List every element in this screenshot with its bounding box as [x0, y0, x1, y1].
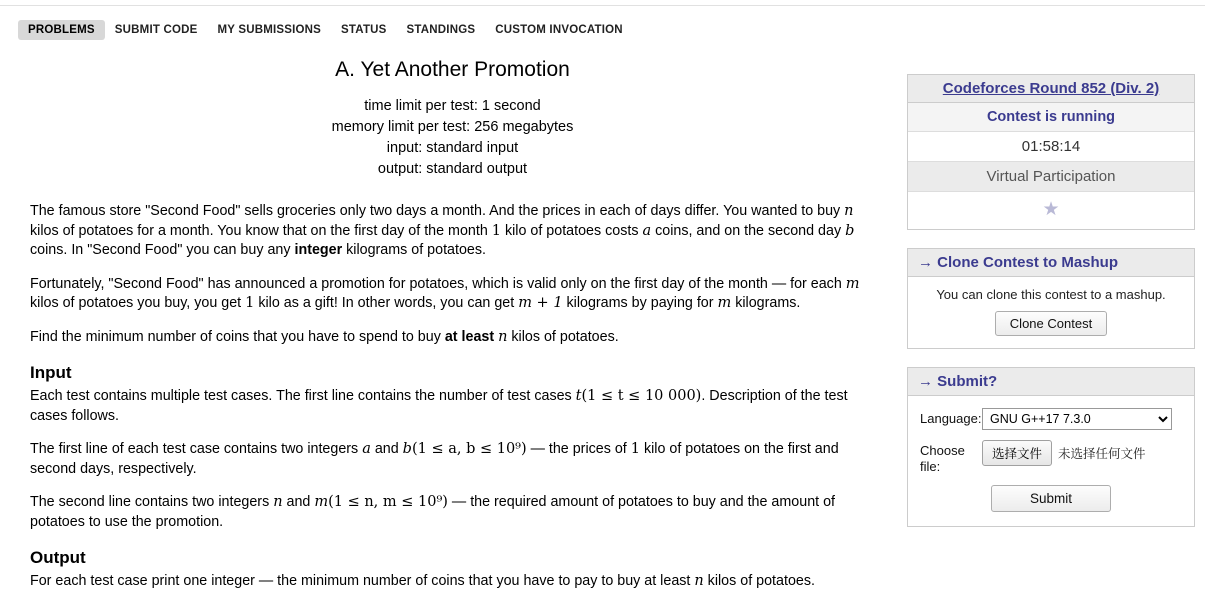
clone-contest-body	[908, 277, 1194, 348]
text-fragment: The second line contains two integers	[30, 494, 274, 510]
emphasis-integer: integer	[294, 242, 343, 258]
text-fragment: Find the minimum number of coins that you have to spend to buy	[30, 328, 445, 345]
text-fragment: and	[370, 441, 403, 457]
contest-navbar	[0, 6, 1205, 40]
statement-paragraph-3	[10, 328, 895, 348]
math-n: n	[498, 328, 508, 345]
nav-item-custom-invocation[interactable]: CUSTOM INVOCATION	[495, 24, 623, 36]
choose-file-button[interactable]: 选择文件	[982, 440, 1052, 466]
file-row	[920, 440, 1182, 475]
input-paragraph-1	[10, 387, 895, 426]
text-fragment: kilo of potatoes costs	[501, 222, 643, 239]
section-heading-input: Input	[30, 363, 72, 382]
math-m: m	[314, 494, 329, 510]
submit-button-wrap	[920, 485, 1182, 512]
contest-title[interactable]	[908, 75, 1194, 103]
section-heading-output: Output	[30, 548, 86, 567]
text-fragment: Each test contains multiple test cases. The first line contains the number of test cases	[30, 388, 576, 404]
math-one: 1	[630, 441, 640, 457]
text-fragment: — the prices of	[526, 441, 631, 457]
math-m: m	[845, 275, 860, 292]
math-m-plus-1: m + 1	[518, 295, 563, 311]
math-n: n	[273, 494, 283, 510]
virtual-participation-label[interactable]: Virtual Participation	[908, 162, 1194, 192]
nav-item-submit-code[interactable]: SUBMIT CODE	[114, 24, 198, 36]
contest-box	[907, 74, 1195, 230]
math-range-t: (1 ≤ t ≤ 10 000)	[581, 388, 702, 404]
text-fragment: Fortunately, "Second Food" has announced a promotion for potatoes, which is valid only on the first day of the month — for each	[30, 275, 846, 292]
emphasis-at-least: at least	[444, 328, 499, 345]
math-m: m	[717, 295, 732, 311]
text-fragment: — the required amount of potatoes to buy and the amount of potatoes to use the promotion.	[30, 494, 836, 530]
text-fragment: kilo of potatoes on the first and second days, respectively.	[30, 441, 839, 477]
text-fragment: . Description of the test cases follows.	[30, 388, 848, 424]
text-fragment: and	[282, 494, 315, 510]
math-a: a	[362, 441, 371, 457]
problem-statement-column	[0, 40, 895, 606]
math-range-ab: (1 ≤ a, b ≤ 10⁹)	[411, 441, 527, 457]
clone-contest-box	[907, 248, 1195, 349]
time-limit: time limit per test: 1 second	[364, 98, 541, 114]
text-fragment: coins. In "Second Food" you can buy any	[30, 242, 295, 258]
math-t: t	[575, 388, 582, 404]
nav-item-status[interactable]: STATUS	[341, 24, 387, 36]
text-fragment: kilos of potatoes you buy, you get	[30, 295, 246, 311]
submit-form	[908, 396, 1194, 526]
math-n: n	[844, 203, 854, 219]
statement-paragraph-1	[10, 202, 895, 261]
choose-file-label: Choose file:	[920, 443, 965, 474]
contest-title-link[interactable]: Codeforces Round 852 (Div. 2)	[942, 80, 1160, 97]
page-layout	[0, 40, 1205, 606]
text-fragment: kilos of potatoes.	[507, 328, 619, 345]
math-one: 1	[245, 295, 255, 311]
math-one: 1	[491, 222, 501, 239]
input-paragraph-3	[10, 493, 895, 532]
output-spec: output: standard output	[377, 161, 528, 177]
sidebar	[907, 74, 1195, 545]
favourite-row	[908, 192, 1194, 229]
problem-limits	[10, 96, 895, 180]
text-fragment: kilos of potatoes.	[703, 573, 815, 589]
problem-body	[10, 202, 895, 592]
statement-paragraph-2	[10, 275, 895, 314]
math-a: a	[642, 222, 652, 239]
contest-status: Contest is running	[908, 103, 1194, 132]
memory-limit: memory limit per test: 256 megabytes	[331, 119, 574, 135]
star-icon[interactable]: ★	[1042, 199, 1060, 220]
file-input-group	[982, 440, 1146, 466]
nav-item-standings[interactable]: STANDINGS	[406, 24, 476, 36]
language-select[interactable]	[982, 408, 1172, 430]
math-range-nm: (1 ≤ n, m ≤ 10⁹)	[328, 494, 448, 510]
file-status-text: 未选择任何文件	[1058, 447, 1146, 461]
clone-contest-header[interactable]: → Clone Contest to Mashup	[908, 249, 1194, 277]
text-fragment: The first line of each test case contains two integers	[30, 441, 363, 457]
clone-contest-button[interactable]: Clone Contest	[995, 311, 1107, 336]
input-spec: input: standard input	[386, 140, 519, 156]
nav-item-problems[interactable]: PROBLEMS	[18, 20, 105, 40]
input-paragraph-2	[10, 440, 895, 479]
math-b: b	[402, 441, 412, 457]
submit-box	[907, 367, 1195, 527]
text-fragment: kilograms of potatoes.	[342, 242, 486, 258]
language-row	[920, 408, 1182, 430]
text-fragment: kilograms by paying for	[562, 295, 718, 311]
submit-header[interactable]: → Submit?	[908, 368, 1194, 396]
text-fragment: kilograms.	[731, 295, 801, 311]
language-label: Language:	[920, 411, 982, 426]
text-fragment: coins, and on the second day	[651, 222, 846, 239]
text-fragment: kilo as a gift! In other words, you can get	[254, 295, 519, 311]
clone-contest-text: You can clone this contest to a mashup.	[936, 287, 1166, 302]
math-n: n	[694, 573, 704, 589]
text-fragment: kilos of potatoes for a month. You know that on the first day of the month	[30, 222, 492, 239]
contest-countdown: 01:58:14	[908, 132, 1194, 162]
nav-item-my-submissions[interactable]: MY SUBMISSIONS	[217, 24, 322, 36]
submit-button[interactable]: Submit	[991, 485, 1111, 512]
math-b: b	[845, 222, 855, 239]
text-fragment: The famous store "Second Food" sells groceries only two days a month. And the prices in each of days differ. You wanted to buy	[30, 203, 845, 219]
page-title: A. Yet Another Promotion	[335, 58, 570, 81]
text-fragment: For each test case print one integer — the minimum number of coins that you have to pay to buy at least	[30, 573, 695, 589]
